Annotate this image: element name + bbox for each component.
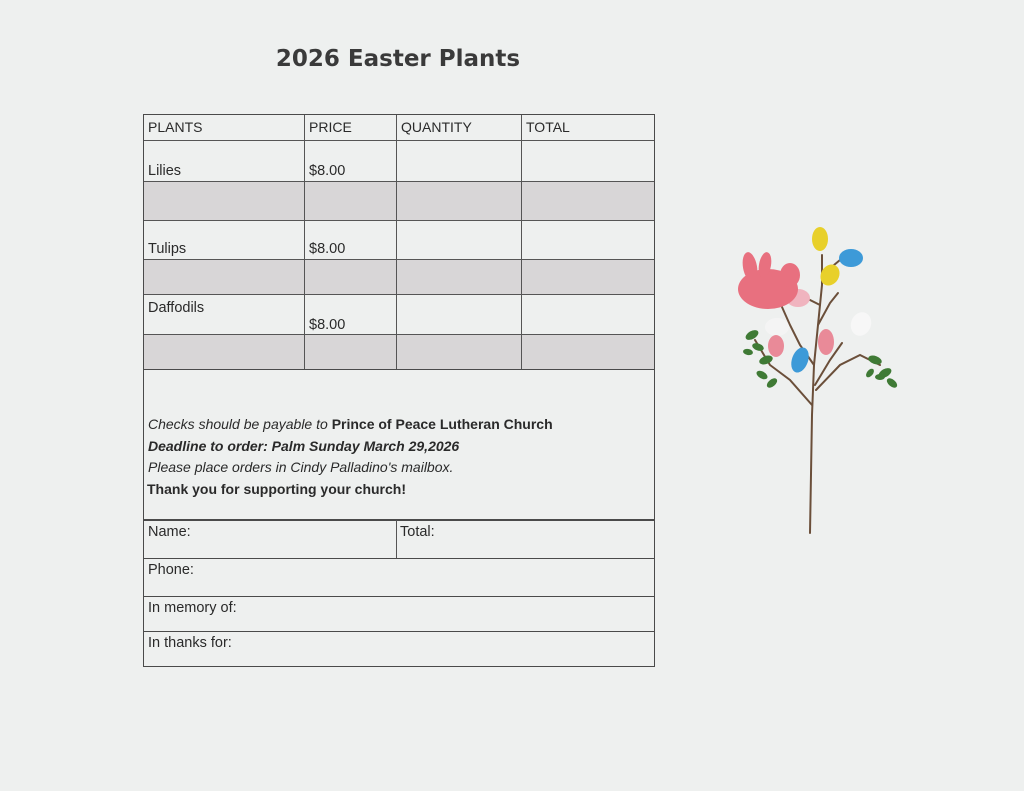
thank-you-note: Thank you for supporting your church! (147, 481, 406, 497)
plant-name-tulips: Tulips (144, 221, 305, 260)
header-price: PRICE (305, 115, 397, 141)
name-label: Name: (148, 524, 191, 540)
quantity-tulips[interactable] (397, 221, 522, 260)
plant-name-daffodils: Daffodils (144, 295, 305, 335)
deadline-note: Deadline to order: Palm Sunday March 29,2026 (148, 438, 460, 454)
header-total: TOTAL (522, 115, 654, 141)
page-title: 2026 Easter Plants (275, 46, 521, 72)
total-daffodils[interactable] (522, 295, 654, 335)
phone-field[interactable] (143, 558, 655, 597)
in-memory-of-label: In memory of: (148, 600, 237, 616)
spacer-row (522, 335, 654, 369)
spacer-row (305, 335, 397, 369)
header-quantity: QUANTITY (397, 115, 522, 141)
plant-name-lilies: Lilies (144, 141, 305, 182)
spacer-row (305, 260, 397, 295)
header-plants: PLANTS (144, 115, 305, 141)
in-memory-of-field[interactable] (143, 596, 655, 632)
name-field[interactable] (143, 519, 397, 559)
total-lilies[interactable] (522, 141, 654, 182)
quantity-lilies[interactable] (397, 141, 522, 182)
easter-egg-branch-icon (730, 215, 910, 540)
phone-label: Phone: (148, 562, 194, 578)
payable-note (148, 416, 553, 432)
spacer-row (522, 260, 654, 295)
spacer-row (144, 182, 305, 221)
spacer-row (305, 182, 397, 221)
in-thanks-for-label: In thanks for: (148, 635, 232, 651)
spacer-row (397, 260, 522, 295)
church-name: Prince of Peace Lutheran Church (331, 416, 553, 432)
order-table (143, 114, 655, 370)
quantity-daffodils[interactable] (397, 295, 522, 335)
spacer-row (144, 260, 305, 295)
in-thanks-for-field[interactable] (143, 631, 655, 667)
spacer-row (522, 182, 654, 221)
total-tulips[interactable] (522, 221, 654, 260)
spacer-row (144, 335, 305, 369)
payable-prefix: Checks should be payable to (148, 416, 332, 432)
spacer-row (397, 182, 522, 221)
price-daffodils: $8.00 (305, 295, 397, 335)
spacer-row (397, 335, 522, 369)
mailbox-note: Please place orders in Cindy Palladino's mailbox. (148, 459, 454, 475)
total-label: Total: (400, 524, 435, 540)
total-field[interactable] (396, 519, 655, 559)
price-lilies: $8.00 (305, 141, 397, 182)
price-tulips: $8.00 (305, 221, 397, 260)
